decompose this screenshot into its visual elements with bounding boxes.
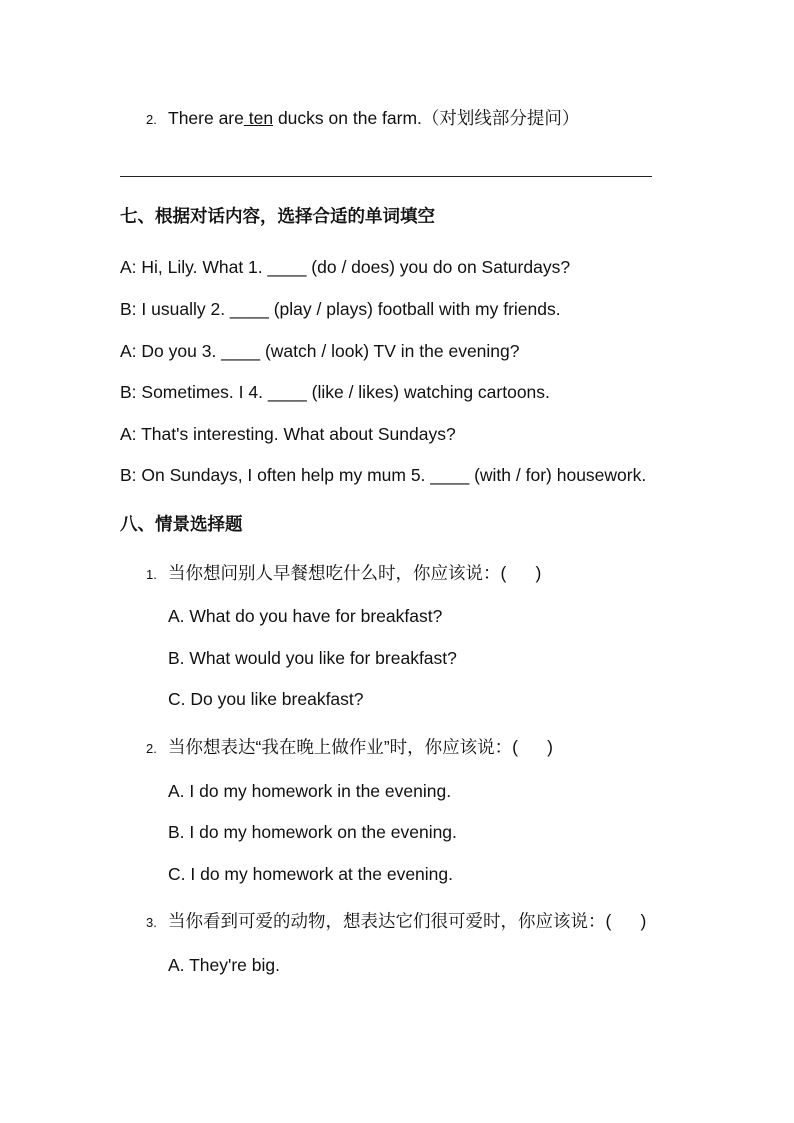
dialogue-line: A: That's interesting. What about Sundays? — [120, 424, 456, 444]
option-a: A. I do my homework in the evening. — [168, 781, 452, 801]
rewrite-question — [168, 106, 579, 130]
dialogue-line: B: On Sundays, I often help my mum 5. ____ (with / for) housework. — [120, 465, 647, 485]
option-c: C. I do my homework at the evening. — [168, 864, 453, 884]
answer-line — [120, 176, 652, 177]
dialogue-line: B: Sometimes. I 4. ____ (like / likes) watching cartoons. — [120, 382, 550, 402]
option-b: B. I do my homework on the evening. — [168, 822, 457, 842]
dialogue-line: A: Hi, Lily. What 1. ____ (do / does) you do on Saturdays? — [120, 257, 571, 277]
option-a: A. They're big. — [168, 955, 280, 975]
question-number: 2. — [146, 112, 157, 127]
question-text: 当你看到可爱的动物，想表达它们很可爱时，你应该说：( ) — [168, 911, 647, 931]
underlined-word: ten — [243, 108, 274, 128]
dialogue-line: A: Do you 3. ____ (watch / look) TV in the evening? — [120, 341, 520, 361]
section-8-title: 八、情景选择题 — [120, 514, 243, 534]
question-number: 1. — [146, 567, 157, 582]
question-text-before: There are — [168, 108, 244, 128]
question-number: 3. — [146, 915, 157, 930]
question-text: 当你想表达“我在晚上做作业”时，你应该说：( ) — [168, 737, 553, 757]
question-text: 当你想问别人早餐想吃什么时，你应该说：( ) — [168, 563, 542, 583]
question-text-after: ducks on the farm.（对划线部分提问） — [273, 108, 580, 128]
option-a: A. What do you have for breakfast? — [168, 606, 443, 626]
option-b: B. What would you like for breakfast? — [168, 648, 457, 668]
section-7-title: 七、根据对话内容，选择合适的单词填空 — [120, 206, 435, 226]
dialogue-line: B: I usually 2. ____ (play / plays) football with my friends. — [120, 299, 561, 319]
option-c: C. Do you like breakfast? — [168, 689, 364, 709]
question-number: 2. — [146, 741, 157, 756]
